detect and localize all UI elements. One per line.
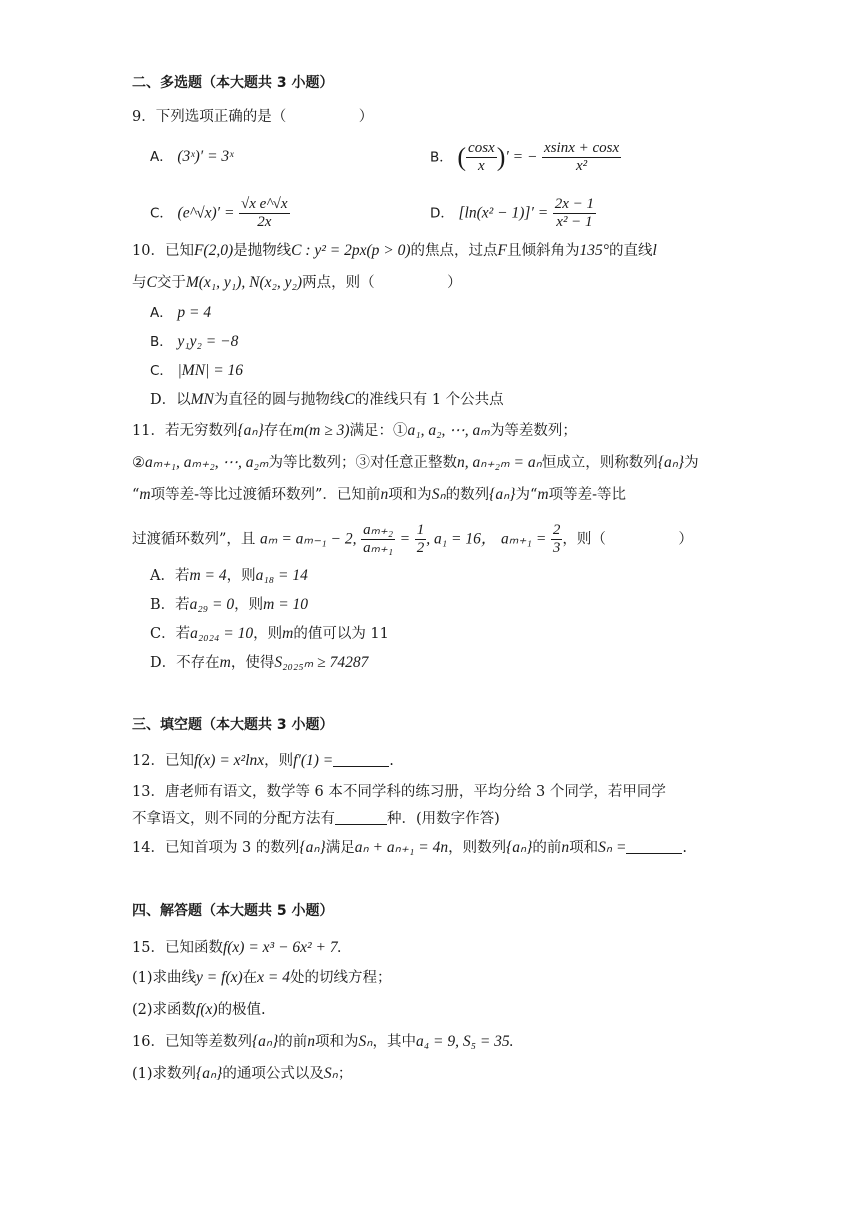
question-15-part-2 (132, 999, 266, 1021)
text: 与 (132, 275, 147, 291)
text: 的直线 (608, 243, 653, 259)
fraction: $\frac{xsinx + \cos x}{\text{x²}}$ (544, 140, 620, 174)
text: 14．已知首项为 3 的数列 (132, 840, 300, 856)
text: D．不存在 (150, 655, 220, 671)
text: . (389, 753, 394, 769)
question-14 (132, 837, 687, 859)
text: 为 (684, 455, 699, 471)
math: m (282, 625, 294, 642)
question-11-line-2 (132, 452, 699, 474)
math: {aₙ} (299, 839, 326, 856)
math: {aₙ} (657, 454, 685, 471)
text: C．若 (150, 626, 191, 642)
text: 的极值. (217, 1002, 266, 1018)
question-11-line-1 (132, 420, 577, 442)
fraction: $\frac{\cos x}{x}$ (468, 140, 495, 174)
q10-option-c (150, 360, 243, 382)
option-label: A． (150, 305, 173, 321)
text: (1)求曲线 (132, 970, 197, 986)
question-15 (132, 937, 342, 959)
fraction: $\frac{2}{3}$ (552, 522, 561, 556)
math: a₁, a₂, ⋯, aₘ (407, 422, 490, 439)
text: 存在 (263, 423, 293, 439)
math: a₂₀₂₄ = 10 (190, 625, 254, 642)
math: f(x) = x³ − 6x² + 7. (222, 939, 342, 956)
question-13-line-2 (132, 808, 500, 830)
math: M(x₁, y₁), N(x₂, y₂) (185, 274, 303, 291)
math: p = 4 (177, 304, 212, 321)
text: 项等差-等比 (548, 487, 626, 503)
math: n (380, 486, 389, 503)
math: = (399, 530, 411, 548)
text: 处的切线方程； (290, 970, 392, 986)
math: aₙ + aₙ₊₁ = 4n (354, 839, 449, 856)
text: ，其中 (372, 1034, 416, 1050)
question-12 (132, 750, 394, 772)
text: ② (132, 455, 145, 471)
text: 为直径的圆与抛物线 (213, 392, 345, 408)
math: a₁₈ = 14 (255, 567, 308, 584)
q11-option-c (150, 623, 389, 645)
text: ； (337, 1066, 353, 1082)
math: MN (190, 391, 214, 408)
text: 满足：① (349, 423, 408, 439)
math: {aₙ} (489, 486, 516, 503)
text: ，则 (226, 568, 256, 584)
math: F(2,0) (193, 242, 234, 259)
text: 满足 (325, 840, 355, 856)
math: C : y² = 2px(p > 0) (291, 242, 411, 259)
text: 为“ (515, 487, 538, 503)
math: aₘ₊₁, aₘ₊₂, ⋯, a₂ₘ (145, 454, 269, 471)
q10-option-d (150, 389, 504, 411)
text: 过渡循环数列”，且 (132, 531, 256, 548)
text: 种．(用数字作答) (387, 811, 500, 827)
text: 两点，则（ ） (302, 275, 462, 291)
math: a₂₉ = 0 (189, 596, 235, 613)
text: (2)求函数 (132, 1002, 197, 1018)
option-label: D． (430, 205, 454, 222)
question-16 (132, 1031, 514, 1053)
math: x = 4 (257, 969, 290, 986)
text: 的准线只有 1 个公共点 (354, 392, 504, 408)
question-11-line-3 (132, 484, 626, 506)
math: y₁y₂ = −8 (177, 333, 239, 350)
answer-blank[interactable] (626, 839, 682, 854)
text: 的数列 (445, 487, 490, 503)
math: aₘ₊₁ = (500, 530, 547, 548)
text: 的焦点，过点 (410, 243, 498, 259)
fraction: $\frac{1}{2}$ (416, 522, 425, 556)
option-math: [ln(x² − 1)]′ = (458, 204, 549, 222)
text: 项和 (569, 840, 599, 856)
option-label: A． (150, 149, 173, 165)
text: 的通项公式以及 (222, 1066, 324, 1082)
math: Sₙ (431, 486, 446, 503)
question-10-line-2 (132, 272, 462, 294)
fraction: $\frac{\text{aₘ₊₂}}{\text{aₘ₊₁}}$ (363, 522, 394, 556)
question-11-line-4 (132, 522, 693, 557)
text: 在 (242, 970, 258, 986)
math: C (146, 274, 157, 291)
text: ，则 (264, 753, 294, 769)
text: ，则（ ） (562, 531, 693, 548)
question-13-line-1: 13．唐老师有语文，数学等 6 本不同学科的练习册，平均分给 3 个同学，若甲同学 (132, 784, 666, 800)
q9-option-d (430, 196, 596, 231)
math: |MN| = 16 (177, 362, 244, 379)
math: {aₙ} (196, 1065, 223, 1082)
answer-blank[interactable] (333, 752, 389, 767)
math: 135° (579, 242, 609, 259)
math: f(x) = x²lnx (193, 752, 265, 769)
text: 恒成立，则称数列 (541, 455, 658, 471)
math: m(m ≥ 3) (292, 422, 350, 439)
q10-option-a (150, 302, 211, 324)
text: ，则 (234, 597, 264, 613)
question-10-line-1 (132, 240, 657, 262)
math: {aₙ} (251, 1033, 279, 1050)
text: 项和为 (315, 1034, 359, 1050)
option-label: B． (430, 149, 453, 166)
text: 是抛物线 (233, 243, 292, 259)
text: . (682, 840, 688, 856)
math: y = f(x) (196, 969, 243, 986)
math: Sₙ (323, 1065, 338, 1082)
math: f(x) (196, 1001, 218, 1018)
paren-left: ( (457, 142, 467, 172)
text: 的前 (278, 1034, 308, 1050)
text: 交于 (156, 275, 186, 291)
option-label: B． (150, 334, 173, 350)
math: n, aₙ₊₂ₘ = aₙ (457, 454, 542, 471)
text: B．若 (150, 597, 190, 613)
question-16-part-1 (132, 1063, 352, 1085)
option-label: C． (150, 363, 173, 379)
text: 的前 (532, 840, 562, 856)
math: l (652, 242, 657, 259)
fraction: $\frac{2x - 1}{\text{x² − 1}}$ (554, 196, 595, 230)
q11-option-a (150, 565, 308, 587)
math: S₂₀₂₅ₘ ≥ 74287 (274, 654, 369, 671)
q11-option-b (150, 594, 308, 616)
math: Sₙ = (598, 839, 627, 856)
math: m (537, 486, 549, 503)
math: {aₙ} (506, 839, 533, 856)
option-math: (e^√x)′ = (177, 204, 235, 222)
math: F (497, 242, 507, 259)
text: 16．已知等差数列 (132, 1034, 252, 1050)
text: A．若 (150, 568, 190, 584)
q9-option-b (430, 140, 621, 175)
prime: ′ = − (505, 148, 538, 166)
question-15-part-1 (132, 967, 392, 989)
text: 项和为 (388, 487, 432, 503)
answer-blank[interactable] (335, 810, 387, 825)
text: 项等差-等比过渡循环数列”．已知前 (150, 487, 381, 503)
text: 的值可以为 11 (293, 626, 389, 642)
text: D．以 (150, 392, 191, 408)
option-math: (3ˣ)′ = 3ˣ (177, 148, 234, 165)
text: 12．已知 (132, 753, 194, 769)
fraction: $\frac{\text{√x e\textasciicircum{}√x}}{2x}$ (241, 196, 288, 230)
option-label: C． (150, 205, 173, 222)
section-heading-answer: 四、解答题（本大题共 5 小题） (132, 903, 334, 919)
math: {aₙ} (237, 422, 264, 439)
text: 为等比数列；③对任意正整数 (268, 455, 458, 471)
math: , a₁ = 16， (426, 530, 497, 548)
text: ，则数列 (448, 840, 507, 856)
section-heading-multi: 二、多选题（本大题共 3 小题） (132, 75, 334, 91)
q10-option-b (150, 331, 238, 353)
q9-option-c (150, 196, 290, 231)
math: n (561, 839, 570, 856)
text: 10．已知 (132, 243, 194, 259)
math: m = 10 (263, 596, 309, 613)
text: “ (132, 487, 140, 503)
text: 为等差数列； (489, 423, 577, 439)
text: 11．若无穷数列 (132, 423, 238, 439)
paren-right: ) (496, 142, 506, 172)
math: m (219, 654, 231, 671)
section-heading-fill: 三、填空题（本大题共 3 小题） (132, 717, 334, 733)
math: aₘ = aₘ₋₁ − 2, (260, 530, 357, 548)
math: a₄ = 9, S₅ = 35. (415, 1033, 514, 1050)
question-9-stem: 9．下列选项正确的是（ ） (132, 109, 374, 125)
text: 15．已知函数 (132, 940, 223, 956)
text: 且倾斜角为 (507, 243, 580, 259)
math: Sₙ (358, 1033, 373, 1050)
q9-option-a (150, 146, 234, 168)
text: ，使得 (230, 655, 275, 671)
text: 不拿语文，则不同的分配方法有 (132, 811, 335, 827)
q11-option-d (150, 652, 368, 674)
math: m (139, 486, 151, 503)
math: m = 4 (189, 567, 227, 584)
math: C (344, 391, 355, 408)
math: n (307, 1033, 316, 1050)
text: (1)求数列 (132, 1066, 197, 1082)
text: ，则 (253, 626, 283, 642)
math: f′(1) = (293, 752, 334, 769)
